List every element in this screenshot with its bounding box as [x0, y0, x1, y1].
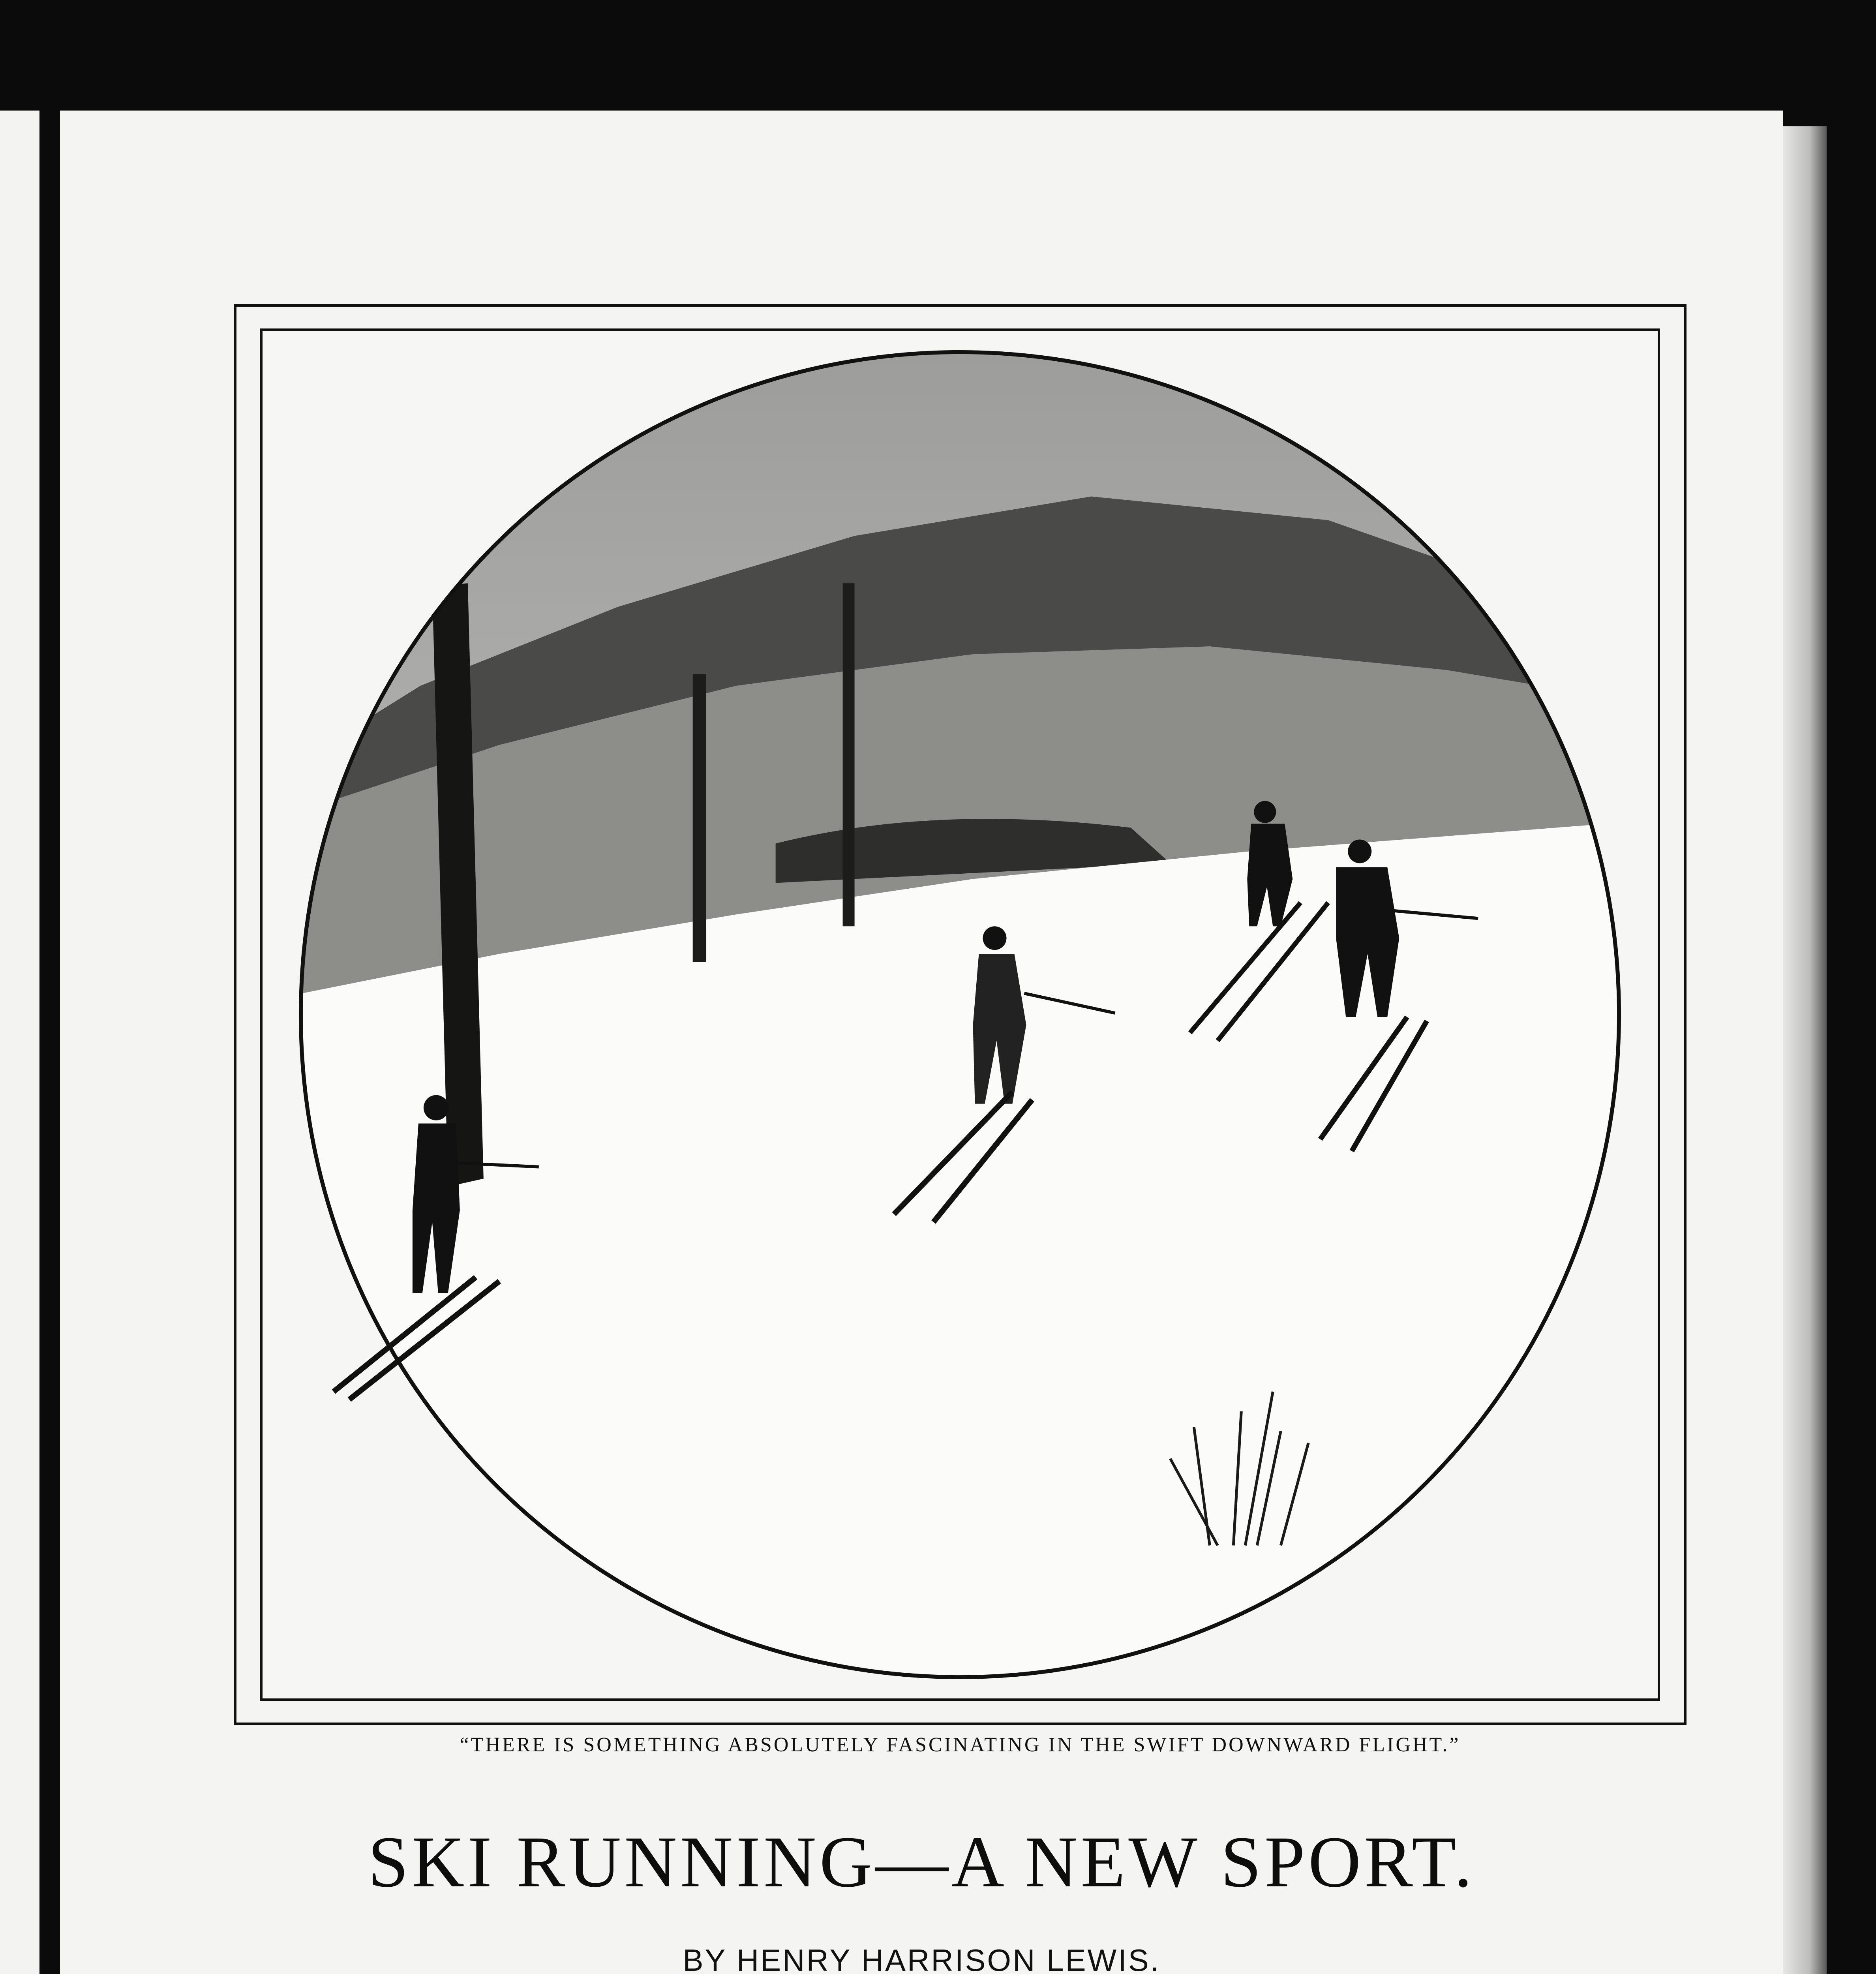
article-title: SKI RUNNING—A NEW SPORT.: [368, 1822, 1476, 1903]
photo-inner-frame: [260, 328, 1660, 1701]
photo-frame: [234, 304, 1687, 1725]
book-spine: [39, 111, 60, 1974]
article-byline: BY HENRY HARRISON LEWIS.: [683, 1943, 1161, 1974]
page-stack-edge: [1783, 126, 1827, 1974]
photo-caption: “THERE IS SOMETHING ABSOLUTELY FASCINATING IN THE SWIFT DOWNWARD FLIGHT.”: [460, 1734, 1461, 1756]
magazine-page: [60, 111, 1783, 1974]
facing-page-edge: [0, 111, 39, 1974]
skiers-photo: [263, 331, 1658, 1698]
